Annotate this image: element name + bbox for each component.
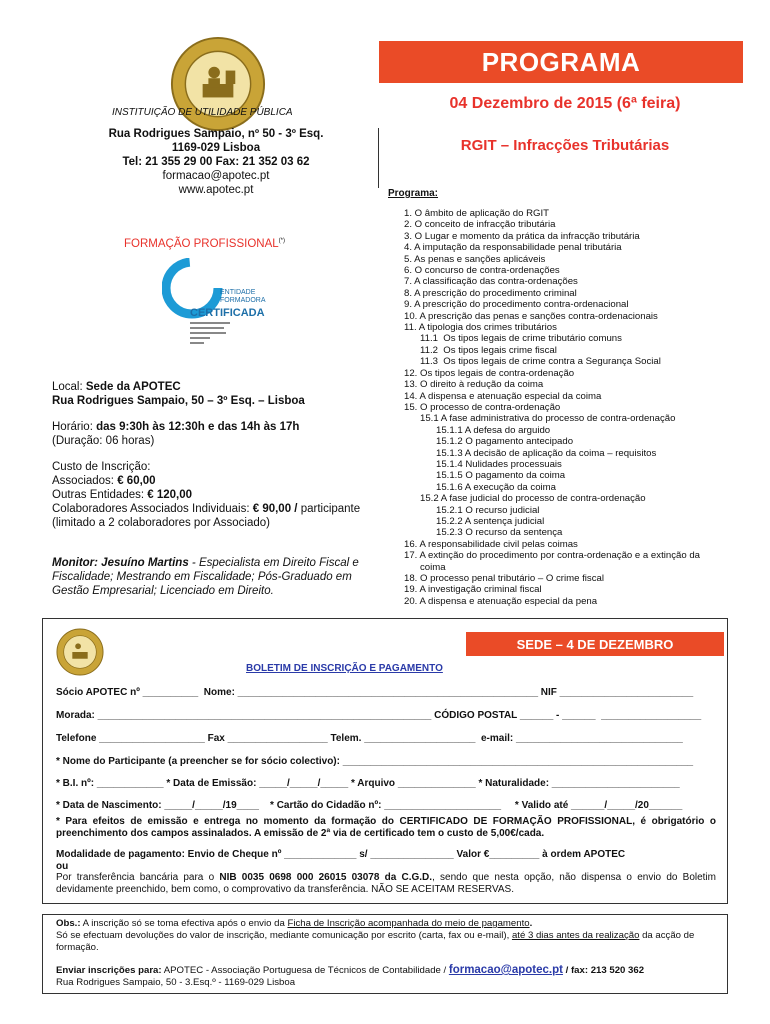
program-label: Programa:: [388, 188, 439, 199]
apotec-seal-logo: [56, 628, 104, 676]
program-item: 1. O âmbito de aplicação do RGIT: [404, 208, 550, 219]
form-row-nascimento[interactable]: * Data de Nascimento: _____/_____/19____ * Cartão do Cidadão nº: _____________________ * Valido até ______/_____/20______: [56, 800, 683, 811]
program-item: 15.1 A fase administrativa do processo de contra-ordenação: [404, 413, 676, 425]
program-item: 15.1.3 A decisão de aplicação da coima – requisitos: [404, 447, 657, 459]
monitor-text: Monitor: Jesuíno Martins - Especialista em Direito Fiscal e Fiscalidade; Mestrando em Fiscalidade; Pós-Graduado em Gestão Empresarial; Licenciado em Direito.: [52, 557, 359, 597]
email-link[interactable]: formacao@apotec.pt: [162, 170, 270, 182]
program-item: 15.2.3 O recurso da sentença: [404, 527, 563, 539]
form-row-morada[interactable]: Morada: ____________________________________________________________ CÓDIGO POSTAL ______ - ______ __________________: [56, 710, 702, 721]
program-item: 8. A prescrição do procedimento criminal: [404, 287, 577, 299]
program-item: 11.2 Os tipos legais crime fiscal: [404, 344, 557, 356]
program-item: 15.1.5 O pagamento da coima: [404, 470, 566, 482]
program-item: 11.3 Os tipos legais de crime contra a Segurança Social: [404, 356, 661, 368]
form-row-participante[interactable]: * Nome do Participante (a preencher se for sócio colectivo): _______________________________________________________________: [56, 756, 694, 767]
form-row-telefone[interactable]: Telefone ___________________ Fax __________________ Telem. ____________________ e-mail: ______________________________: [56, 733, 683, 744]
form-row-socio[interactable]: Sócio APOTEC nº __________ Nome: ______________________________________________________ NIF ________________________: [56, 687, 694, 698]
program-item: 15.1.1 A defesa do arguido: [404, 424, 551, 436]
divider: [378, 128, 379, 188]
program-item: 18. O processo penal tributário – O crime fiscal: [404, 573, 604, 584]
program-item: 2. O conceito de infracção tributária: [404, 219, 556, 231]
program-item: 15.1.6 A execução da coima: [404, 481, 556, 493]
cert-line2: FORMADORA: [220, 297, 266, 304]
program-item: 10. A prescrição das penas e sanções contra-ordenacionais: [404, 310, 658, 322]
form-row-bi[interactable]: * B.I. nº: ____________ * Data de Emissão: _____/_____/_____ * Arquivo ______________ * Naturalidade: _______________________: [56, 778, 680, 789]
certificada-logo: [162, 258, 272, 358]
program-item: 13. O direito à redução da coima: [404, 379, 544, 391]
payment-cheque-row[interactable]: Modalidade de pagamento: Envio de Cheque nº _____________ s/ _______________ Valor €_________ à ordem APOTEC: [56, 849, 626, 860]
program-item: 15.2 A fase judicial do processo de contra-ordenação: [404, 493, 646, 505]
program-item: 17. A extinção do procedimento por contra-ordenação e a extinção da: [404, 550, 701, 562]
cert-big: CERTIFICADA: [190, 307, 265, 319]
certificate-note: * Para efeitos de emissão e entrega no momento da formação do CERTIFICADO DE FORMAÇÃO PROFISSIONAL, é obrigatório o preenchimento dos campos assinalados. A emissão de 2ª via de certificado tem o custo de 5,00€/cada.: [56, 816, 716, 839]
payment-block: Modalidade de pagamento: Envio de Cheque nº _____________ s/ _______________ Valor €_________ à ordem APOTEC ou Por transferência bancária para o NIB 0035 0698 000 26015 03078 da C.G.D., sendo que nesta opção, não dispensa o envio do Boletim devidamente preenchido, bem como, o comprovativo da transferência. NÃO SE ACEITAM RESERVAS.: [56, 849, 716, 895]
program-list: [404, 208, 744, 607]
send-instructions: Enviar inscrições para: APOTEC - Associação Portuguesa de Técnicos de Contabilidade / formacao@apotec.pt / fax: 213 520 362 Rua Rodrigues Sampaio, 50 - 3.Esq.º - 1169-029 Lisboa: [56, 964, 645, 988]
program-item: 6. O concurso de contra-ordenações: [404, 265, 560, 277]
program-item: 11. A tipologia dos crimes tributários: [404, 322, 557, 334]
program-item: 12. Os tipos legais de contra-ordenação: [404, 367, 575, 379]
course-date: 04 Dezembro de 2015 (6ª feira): [449, 95, 681, 112]
boletim-title: BOLETIM DE INSCRIÇÃO E PAGAMENTO: [246, 663, 443, 674]
program-item: 9. A prescrição do procedimento contra-ordenacional: [404, 299, 629, 311]
program-item: 15.1.2 O pagamento antecipado: [404, 436, 574, 448]
institution-label: INSTITUIÇÃO DE UTILIDADE PÚBLICA: [112, 107, 293, 118]
address-line: Tel: 21 355 29 00 Fax: 21 352 03 62: [122, 156, 310, 168]
program-item: 14. A dispensa e atenuação especial da coima: [404, 390, 602, 402]
program-item: 15.2.1 O recurso judicial: [404, 504, 540, 516]
cert-dgert-text: DGERT: [174, 277, 199, 284]
program-item: 5. As penas e sanções aplicáveis: [404, 253, 546, 265]
program-item: 4. A imputação da responsabilidade penal tributária: [404, 242, 622, 254]
email-link[interactable]: formacao@apotec.pt: [448, 964, 563, 976]
program-item: 15.1.4 Nulidades processuais: [404, 458, 562, 470]
program-item: 3. O Lugar e momento da prática da infracção tributária: [404, 230, 640, 242]
program-item: 11.1 Os tipos legais de crime tributário comuns: [404, 333, 622, 345]
address-line: Rua Rodrigues Sampaio, nº 50 - 3º Esq.: [108, 128, 324, 140]
program-item: 19. A investigação criminal fiscal: [404, 584, 542, 596]
program-item: 16. A responsabilidade civil pelas coimas: [404, 538, 578, 550]
program-item: coima: [404, 561, 446, 573]
formacao-profissional-label: FORMAÇÃO PROFISSIONAL(*): [124, 238, 285, 250]
address-block: [76, 127, 356, 197]
observations-text: Obs.: A inscrição só se toma efectiva após o envio da Ficha de Inscrição acompanhada do meio de pagamento. Só se efectuam devoluções do valor de inscrição, mediante comunicação por escrito (carta, fax ou e-mail), até 3 dias antes da realização da acção de formação.: [56, 918, 695, 953]
program-item: 7. A classificação das contra-ordenações: [404, 276, 578, 288]
programa-banner: PROGRAMA: [379, 41, 743, 83]
program-item: 20. A dispensa e atenuação especial da pena: [404, 595, 598, 607]
address-line: 1169-029 Lisboa: [171, 142, 261, 154]
sede-banner: SEDE – 4 DE DEZEMBRO: [466, 632, 724, 656]
website-link[interactable]: www.apotec.pt: [178, 184, 254, 196]
program-item: 15. O processo de contra-ordenação: [404, 401, 561, 413]
program-item: 15.2.2 A sentença judicial: [404, 515, 545, 527]
course-title: RGIT – Infracções Tributárias: [460, 137, 670, 154]
cert-line1: ENTIDADE: [220, 289, 256, 296]
course-info: Local: Sede da APOTEC Rua Rodrigues Sampaio, 50 – 3º Esq. – Lisboa Horário: das 9:30h às 12:30h e das 14h às 17h (Duração: 06 horas) Custo de Inscrição: Associados: € 60,00 Outras Entidades: € 120,00 Colaboradores Associados Individuais: € 90,00 / participante (limitado a 2 colaboradores por Associado): [52, 381, 361, 529]
